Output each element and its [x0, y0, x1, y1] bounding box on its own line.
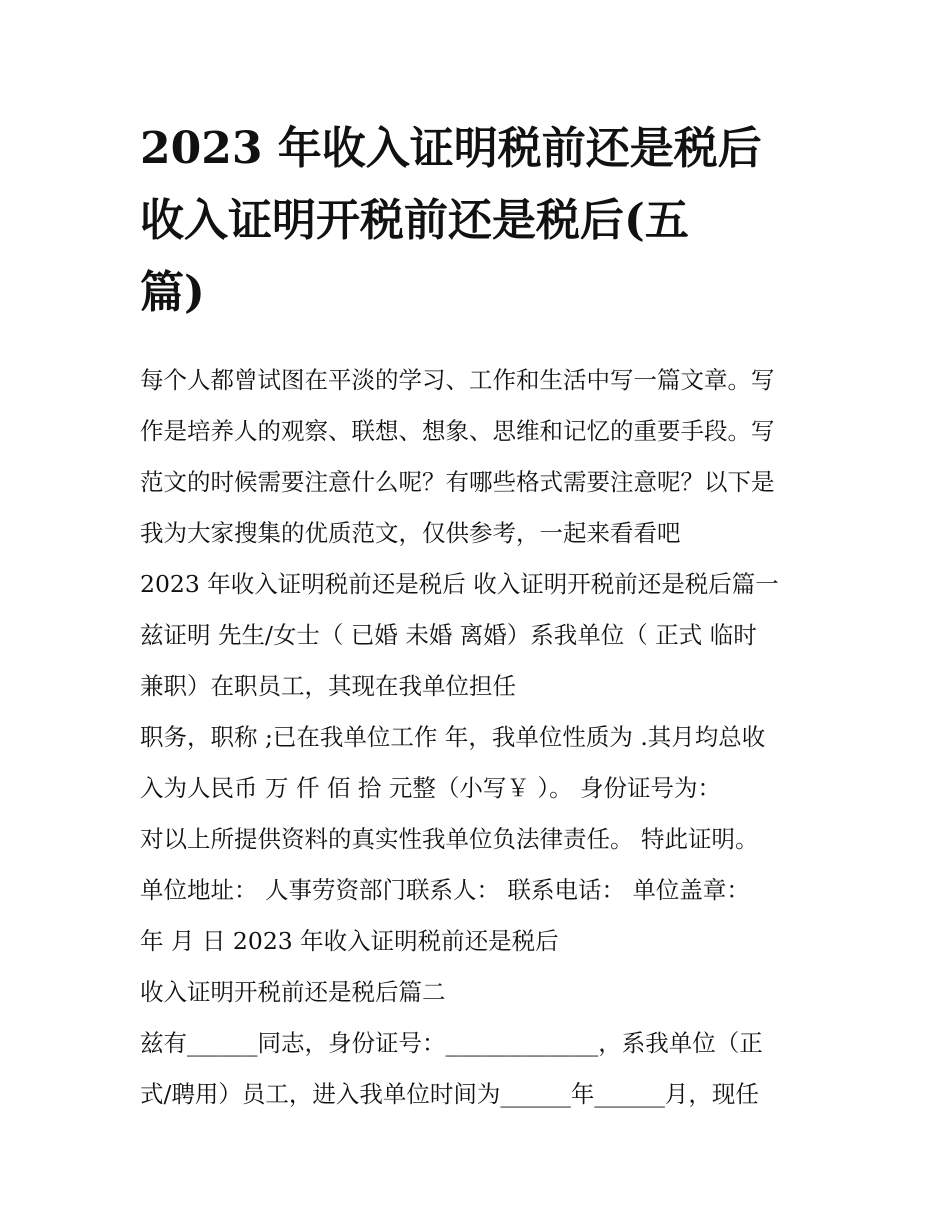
body-line: 职务，职称 ;已在我单位工作 年，我单位性质为 .其月均总收 [140, 723, 766, 751]
document-title [140, 113, 820, 329]
document-body [140, 355, 830, 1120]
body-line: 对以上所提供资料的真实性我单位负法律责任。 特此证明。 [140, 825, 759, 853]
body-line: 每个人都曾试图在平淡的学习、工作和生活中写一篇文章。写 [140, 366, 775, 394]
body-line: 兼职）在职员工，其现在我单位担任 [140, 672, 516, 700]
title-line: 2023 年收入证明税前还是税后 [140, 123, 762, 174]
section-heading-line: 2023 年收入证明税前还是税后 收入证明开税前还是税后篇一 [140, 570, 779, 598]
body-line: 兹有______同志，身份证号：_____________，系我单位（正 [140, 1029, 763, 1057]
body-line: 作是培养人的观察、联想、想象、思维和记忆的重要手段。写 [140, 417, 775, 445]
title-line: 收入证明开税前还是税后(五 [140, 195, 689, 246]
body-line: 我为大家搜集的优质范文，仅供参考，一起来看看吧 [140, 519, 681, 547]
body-line: 单位地址： 人事劳资部门联系人： 联系电话： 单位盖章： [140, 876, 750, 904]
body-line: 式/聘用）员工，进入我单位时间为______年______月，现任 [140, 1080, 759, 1108]
body-line: 兹证明 先生/女士（ 已婚 未婚 离婚）系我单位（ 正式 临时 [140, 621, 757, 649]
title-line: 篇) [140, 267, 205, 318]
body-line: 范文的时候需要注意什么呢？有哪些格式需要注意呢？以下是 [140, 468, 775, 496]
body-line: 年 月 日 2023 年收入证明税前还是税后 [140, 927, 559, 955]
section-heading-line: 收入证明开税前还是税后篇二 [140, 978, 446, 1006]
body-line: 入为人民币 万 仟 佰 拾 元整（小写￥ ）。 身份证号为： [140, 774, 722, 802]
